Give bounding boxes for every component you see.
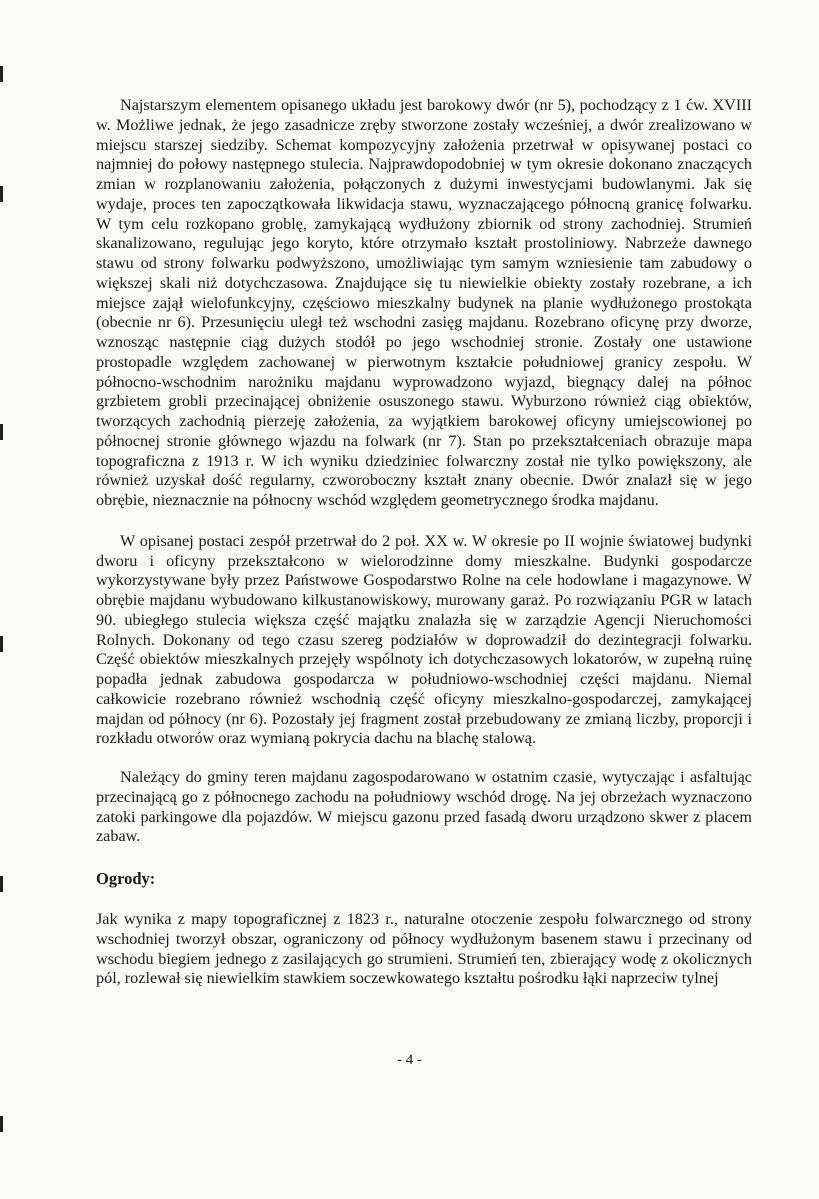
paragraph: Jak wynika z mapy topograficznej z 1823 r., naturalne otoczenie zespołu folwarcznego od strony wschodniej tworzył obszar, ograniczony od północy wydłużonym basenem stawu i przecinany od wschodu biegiem jednego z zasilających go strumieni. Strumień ten, zbierający wodę z okolicznych pól, rozlewał się niewielkim stawkiem soczewkowatego kształtu pośrodku łąki naprzeciw tylnej (96, 910, 752, 988)
binding-mark (0, 1116, 3, 1132)
binding-mark (0, 66, 3, 82)
document-body (96, 96, 752, 989)
binding-mark (0, 186, 3, 202)
binding-mark (0, 424, 3, 440)
paragraph: W opisanej postaci zespół przetrwał do 2 poł. XX w. W okresie po II wojnie światowej budynki dworu i oficyny przekształcono w wielorodzinne domy mieszkalne. Budynki gospodarcze wykorzystywane były przez Państwowe Gospodarstwo Rolne na cele hodowlane i magazynowe. W obrębie majdanu wybudowano kilkustanowiskowy, murowany garaż. Po rozwiązaniu PGR w latach 90. ubiegłego stulecia większa część majątku znalazła się w zarządzie Agencji Nieruchomości Rolnych. Dokonany od tego czasu szereg podziałów w doprowadził do dezintegracji folwarku. Część obiektów mieszkalnych przejęły wspólnoty ich dotychczasowych lokatorów, w zupełną ruinę popadła jednak zabudowa gospodarcza w południowo-wschodniej części majdanu. Niemal całkowicie rozebrano również wschodnią część oficyny mieszkalno-gospodarczej, zamykającej majdan od północy (nr 6). Pozostały jej fragment został przebudowany ze zmianą liczby, proporcji i rozkładu otworów oraz wymianą pokrycia dachu na blachę stalową. (96, 531, 752, 748)
binding-mark (0, 876, 3, 892)
paragraph: Najstarszym elementem opisanego układu jest barokowy dwór (nr 5), pochodzący z 1 ćw. XVIII w. Możliwe jednak, że jego zasadnicze zręby stworzone zostały wcześniej, a dwór zrealizowano w miejscu starszej siedziby. Schemat kompozycyjny założenia przetrwał w opisywanej postaci co najmniej do połowy następnego stulecia. Najprawdopodobniej w tym okresie dokonano znaczących zmian w rozplanowaniu założenia, połączonych z dużymi inwestycjami budowlanymi. Jak się wydaje, proces ten zapoczątkowała likwidacja stawu, wyznaczającego północną granicę folwarku. W tym celu rozkopano groblę, zamykającą wydłużony zbiornik od strony zachodniej. Strumień skanalizowano, regulując jego koryto, które otrzymało kształt prostoliniowy. Nabrzeże dawnego stawu od strony folwarku podwyższono, umożliwiając tym samym wzniesienie tam zabudowy o większej skali niż dotychczasowa. Znajdujące się tu niewielkie obiekty zostały rozebrane, a ich miejsce zajął wielofunkcyjny, częściowo mieszkalny budynek na planie wydłużonego prostokąta (obecnie nr 6). Przesunięciu uległ też wschodni zasięg majdanu. Rozebrano oficynę przy dworze, wznosząc następnie ciąg dużych stodół po jego wschodniej stronie. Zostały one ustawione prostopadle względem zachowanej w pierwotnym kształcie południowej granicy zespołu. W północno-wschodnim narożniku majdanu wyprowadzono wyjazd, biegnący dalej na północ grzbietem grobli przecinającej obniżenie osuszonego stawu. Wyburzono również ciąg obiektów, tworzących zachodnią pierzeję założenia, za wyjątkiem barokowej oficyny umiejscowionej po północnej stronie głównego wjazdu na folwark (nr 7). Stan po przekształceniach obrazuje mapa topograficzna z 1913 r. W ich wyniku dziedziniec folwarczny został nie tylko powiększony, ale również uzyskał dość regularny, czworoboczny kształt znany obecnie. Dwór znalazł się w jego obrębie, nieznacznie na północny wschód względem geometrycznego środka majdanu. (96, 96, 752, 509)
page-number: - 4 - (397, 1052, 422, 1068)
binding-mark (0, 636, 3, 652)
section-heading: Ogrody: (96, 869, 156, 888)
paragraph: Należący do gminy teren majdanu zagospodarowano w ostatnim czasie, wytyczając i asfaltując przecinającą go z północnego zachodu na południowy wschód drogę. Na jej obrzeżach wyznaczono zatoki parkingowe dla pojazdów. W miejscu gazonu przed fasadą dworu urządzono skwer z placem zabaw. (96, 768, 752, 846)
